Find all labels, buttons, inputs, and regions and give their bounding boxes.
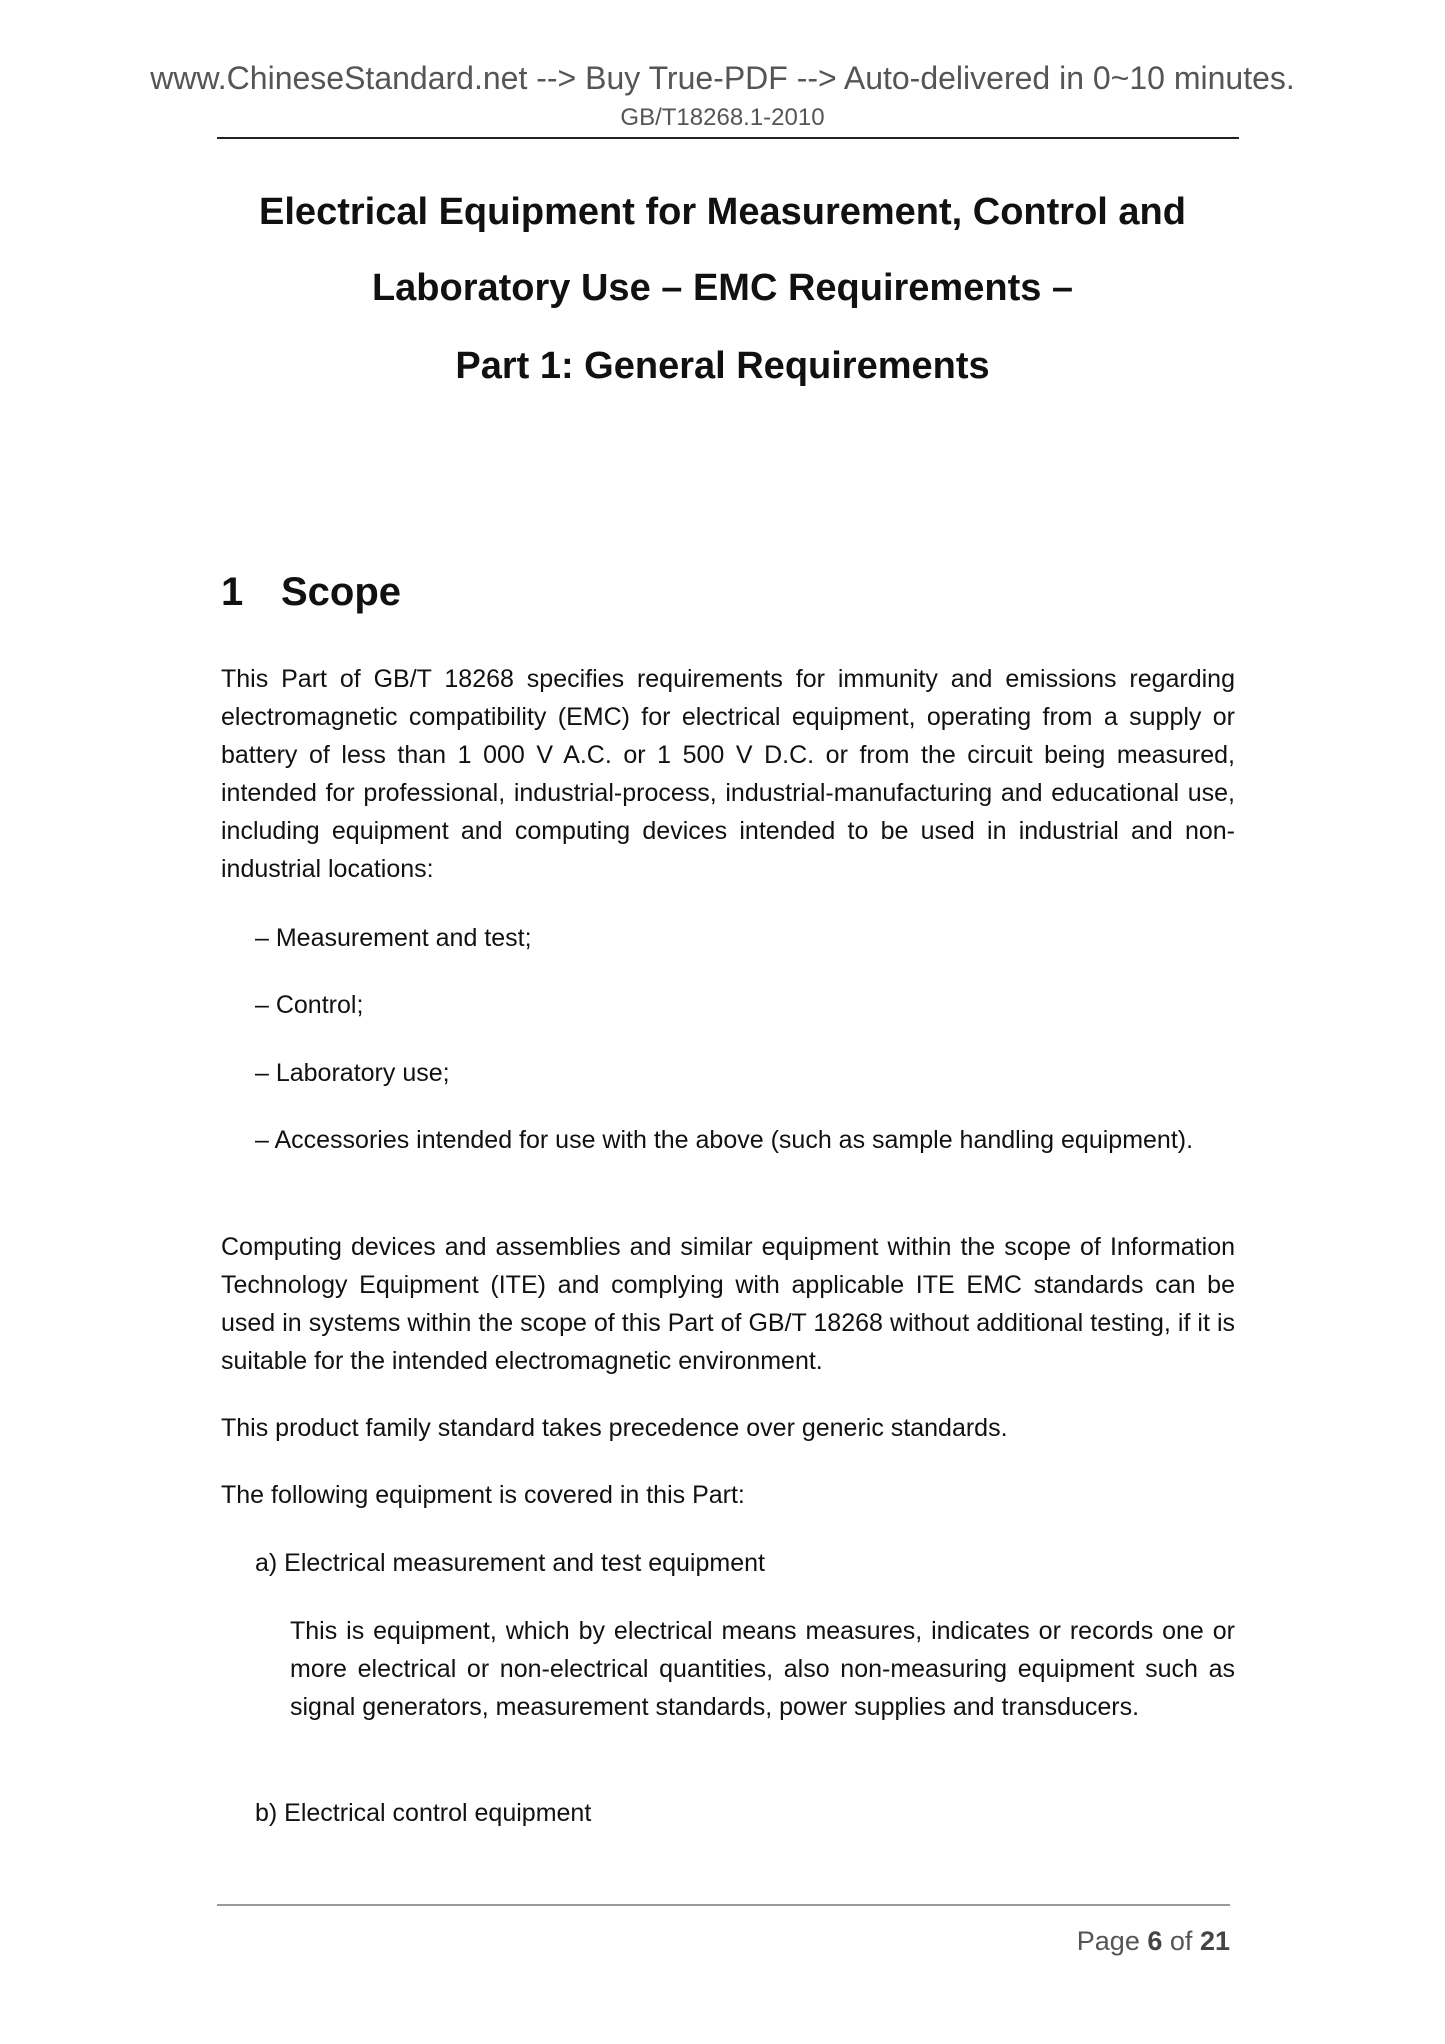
document-id: GB/T18268.1-2010 [620, 104, 825, 131]
page-label: Page [1076, 1926, 1140, 1956]
footer-divider [217, 1904, 1230, 1906]
list-item: – Laboratory use; [255, 1059, 450, 1087]
section-heading [221, 570, 401, 615]
list-item: – Accessories intended for use with the above (such as sample handling equipment). [255, 1126, 1194, 1154]
title-line-1: Electrical Equipment for Measurement, Control and [259, 191, 1186, 233]
section-title: Scope [281, 570, 402, 614]
scope-intro-paragraph: This Part of GB/T 18268 specifies requirements for immunity and emissions regarding electromagnetic compatibility (EMC) for electrical equipment, operating from a supply or battery of less than 1 000 V A.C. or 1 500 V D.C. or from the circuit being measured, intended for professional, industrial-process, industrial-manufacturing and educational use, including equipment and computing devices intended to be used in industrial and non-industrial locations: [221, 665, 1235, 883]
title-line-2: Laboratory Use – EMC Requirements – [371, 267, 1074, 309]
total-pages: 21 [1199, 1926, 1230, 1956]
list-item: – Measurement and test; [255, 924, 532, 952]
item-a-heading: a) Electrical measurement and test equipment [255, 1549, 765, 1577]
precedence-paragraph: This product family standard takes precedence over generic standards. [221, 1414, 1008, 1442]
item-b-heading: b) Electrical control equipment [255, 1799, 592, 1827]
header-banner: www.ChineseStandard.net --> Buy True-PDF --> Auto-delivered in 0~10 minutes. [150, 60, 1295, 96]
header-divider [217, 137, 1239, 139]
covered-equipment-paragraph: The following equipment is covered in this Part: [221, 1481, 745, 1509]
page-number [1077, 1926, 1230, 1957]
section-number: 1 [221, 570, 244, 614]
ite-paragraph: Computing devices and assemblies and similar equipment within the scope of Information Technology Equipment (ITE) and complying with applicable ITE EMC standards can be used in systems within the scope of this Part of GB/T 18268 without additional testing, if it is suitable for the intended electromagnetic environment. [221, 1233, 1235, 1375]
title-line-3: Part 1: General Requirements [455, 345, 990, 387]
item-a-description: This is equipment, which by electrical means measures, indicates or records one or more electrical or non-electrical quantities, also non-measuring equipment such as signal generators, measurement standards, power supplies and transducers. [290, 1617, 1235, 1721]
list-item: – Control; [255, 991, 364, 1019]
of-label: of [1169, 1926, 1193, 1956]
current-page: 6 [1147, 1926, 1163, 1956]
